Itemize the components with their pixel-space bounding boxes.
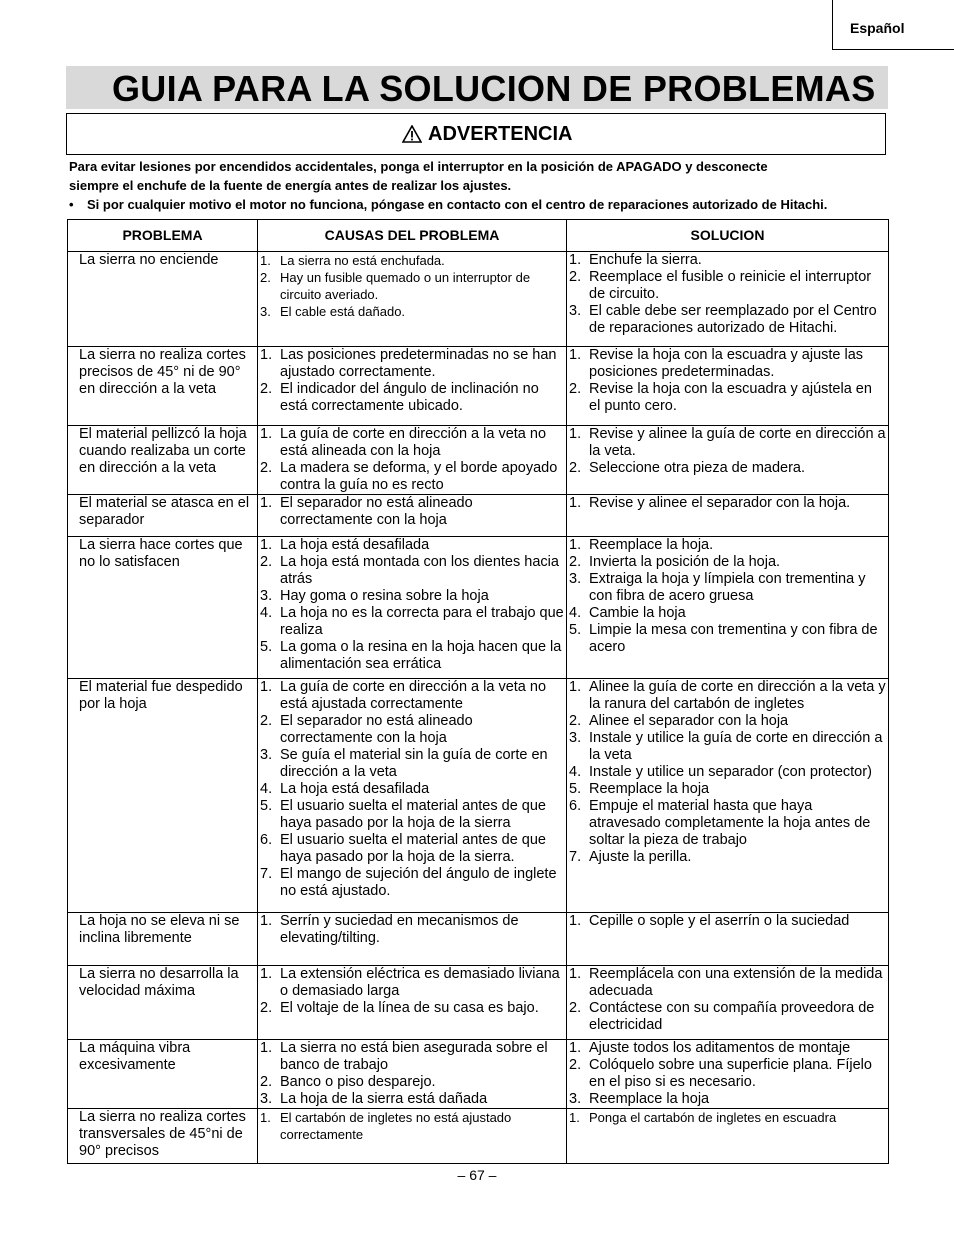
solution-cell bbox=[567, 966, 889, 1040]
solution-list bbox=[569, 252, 886, 337]
cause-number: 7. bbox=[260, 866, 273, 882]
solution-text: Cepille o sople y el aserrín o la suciedad bbox=[589, 913, 850, 929]
cause-cell bbox=[258, 1109, 567, 1164]
cause-text: La extensión eléctrica es demasiado liviana o demasiado larga bbox=[280, 966, 560, 999]
solution-text: Revise la hoja con la escuadra y ajuste las posiciones predeterminadas. bbox=[589, 347, 864, 380]
solution-list bbox=[569, 426, 886, 477]
cause-list bbox=[260, 966, 564, 1017]
solution-item bbox=[569, 1057, 886, 1091]
solution-number: 2. bbox=[569, 713, 582, 729]
solution-cell bbox=[567, 347, 889, 426]
solution-cell bbox=[567, 426, 889, 495]
solution-text: Reemplace el fusible o reinicie el interruptor de circuito. bbox=[589, 269, 872, 302]
cause-text: Hay un fusible quemado o un interruptor de circuito averiado. bbox=[280, 270, 531, 302]
problem-cell: La sierra no enciende bbox=[68, 252, 258, 347]
cause-number: 6. bbox=[260, 832, 273, 848]
warning-heading-group bbox=[402, 122, 572, 146]
cause-text: La hoja está desafilada bbox=[280, 781, 430, 797]
solution-text: Invierta la posición de la hoja. bbox=[589, 554, 781, 570]
header-causes: CAUSAS DEL PROBLEMA bbox=[258, 220, 567, 252]
solution-number: 3. bbox=[569, 303, 582, 319]
cause-number: 2. bbox=[260, 713, 273, 729]
solution-number: 2. bbox=[569, 554, 582, 570]
cause-cell bbox=[258, 426, 567, 495]
problem-cell: La máquina vibra excesivamente bbox=[68, 1040, 258, 1109]
solution-text: Colóquelo sobre una superficie plana. Fíjelo en el piso si es necesario. bbox=[589, 1057, 872, 1090]
solution-number: 1. bbox=[569, 679, 582, 695]
solution-item bbox=[569, 252, 886, 269]
cause-number: 3. bbox=[260, 588, 273, 604]
title-bar bbox=[66, 66, 888, 109]
problem-cell: La sierra no realiza cortes precisos de 45° ni de 90° en dirección a la veta bbox=[68, 347, 258, 426]
solution-number: 2. bbox=[569, 381, 582, 397]
solution-number: 1. bbox=[569, 537, 582, 553]
cause-item bbox=[260, 713, 564, 747]
cause-item bbox=[260, 554, 564, 588]
solution-item bbox=[569, 913, 886, 930]
solution-text: Reemplácela con una extensión de la medida adecuada bbox=[589, 966, 883, 999]
solution-item bbox=[569, 622, 886, 656]
solution-text: Contáctese con su compañía proveedora de electricidad bbox=[589, 1000, 875, 1033]
solution-item bbox=[569, 460, 886, 477]
cause-list bbox=[260, 913, 564, 947]
table-row bbox=[68, 426, 889, 495]
solution-list bbox=[569, 347, 886, 415]
solution-item bbox=[569, 1040, 886, 1057]
solution-item bbox=[569, 730, 886, 764]
cause-cell bbox=[258, 537, 567, 679]
cause-item bbox=[260, 381, 564, 415]
solution-list bbox=[569, 1040, 886, 1108]
warning-text bbox=[69, 157, 899, 214]
solution-text: Revise y alinee el separador con la hoja. bbox=[589, 495, 851, 511]
solution-text: Instale y utilice un separador (con protector) bbox=[589, 764, 872, 780]
cause-text: El separador no está alineado correctamente con la hoja bbox=[280, 495, 473, 528]
solution-number: 3. bbox=[569, 1091, 582, 1107]
solution-cell bbox=[567, 913, 889, 966]
cause-list bbox=[260, 426, 564, 494]
cause-number: 1. bbox=[260, 426, 273, 442]
solution-item bbox=[569, 849, 886, 866]
cause-item bbox=[260, 966, 564, 1000]
solution-list bbox=[569, 537, 886, 656]
cause-cell bbox=[258, 495, 567, 537]
solution-cell bbox=[567, 679, 889, 913]
language-tab bbox=[832, 0, 954, 50]
solution-cell bbox=[567, 1109, 889, 1164]
warning-triangle-icon bbox=[402, 125, 422, 143]
solution-number: 1. bbox=[569, 913, 582, 929]
cause-number: 1. bbox=[260, 966, 273, 982]
solution-item bbox=[569, 966, 886, 1000]
cause-item bbox=[260, 495, 564, 529]
solution-cell bbox=[567, 252, 889, 347]
cause-number: 1. bbox=[260, 913, 273, 929]
cause-item bbox=[260, 639, 564, 673]
solution-number: 6. bbox=[569, 798, 582, 814]
solution-item bbox=[569, 1000, 886, 1034]
cause-item bbox=[260, 460, 564, 494]
solution-cell bbox=[567, 537, 889, 679]
cause-number: 2. bbox=[260, 554, 273, 570]
table-row bbox=[68, 913, 889, 966]
solution-text: Ajuste todos los aditamentos de montaje bbox=[589, 1040, 851, 1056]
cause-text: La hoja está desafilada bbox=[280, 537, 430, 553]
solution-text: Empuje el material hasta que haya atravesado completamente la hoja antes de soltar la pieza de trabajo bbox=[589, 798, 871, 848]
cause-item bbox=[260, 252, 564, 269]
solution-item bbox=[569, 426, 886, 460]
solution-text: Alinee la guía de corte en dirección a la veta y la ranura del cartabón de ingletes bbox=[589, 679, 886, 712]
solution-number: 2. bbox=[569, 460, 582, 476]
cause-number: 2. bbox=[260, 270, 271, 285]
cause-item bbox=[260, 1109, 564, 1143]
solution-item bbox=[569, 381, 886, 415]
problem-cell: La sierra hace cortes que no lo satisfacen bbox=[68, 537, 258, 679]
cause-cell bbox=[258, 252, 567, 347]
solution-number: 1. bbox=[569, 347, 582, 363]
page-title: GUIA PARA LA SOLUCION DE PROBLEMAS bbox=[112, 68, 876, 109]
cause-item bbox=[260, 426, 564, 460]
cause-number: 4. bbox=[260, 605, 273, 621]
solution-text: Seleccione otra pieza de madera. bbox=[589, 460, 806, 476]
cause-list bbox=[260, 1109, 564, 1143]
cause-number: 3. bbox=[260, 1091, 273, 1107]
solution-item bbox=[569, 764, 886, 781]
problem-cell: La hoja no se eleva ni se inclina libremente bbox=[68, 913, 258, 966]
warning-bullet bbox=[69, 195, 899, 214]
cause-text: La hoja de la sierra está dañada bbox=[280, 1091, 488, 1107]
cause-number: 1. bbox=[260, 495, 273, 511]
solution-item bbox=[569, 679, 886, 713]
cause-list bbox=[260, 347, 564, 415]
language-label: Español bbox=[850, 20, 905, 36]
cause-number: 3. bbox=[260, 304, 271, 319]
cause-item bbox=[260, 866, 564, 900]
cause-item bbox=[260, 1040, 564, 1074]
solution-text: Revise la hoja con la escuadra y ajústela en el punto cero. bbox=[589, 381, 872, 414]
cause-text: Las posiciones predeterminadas no se han ajustado correctamente. bbox=[280, 347, 557, 380]
solution-text: El cable debe ser reemplazado por el Centro de reparaciones autorizado de Hitachi. bbox=[589, 303, 877, 336]
solution-item bbox=[569, 495, 886, 512]
solution-item bbox=[569, 1091, 886, 1108]
table-row bbox=[68, 495, 889, 537]
solution-list bbox=[569, 913, 886, 930]
table-row bbox=[68, 537, 889, 679]
solution-text: Revise y alinee la guía de corte en dirección a la veta. bbox=[589, 426, 886, 459]
solution-item bbox=[569, 571, 886, 605]
warning-heading: ADVERTENCIA bbox=[428, 123, 573, 145]
cause-text: El indicador del ángulo de inclinación no está correctamente ubicado. bbox=[280, 381, 539, 414]
solution-cell bbox=[567, 1040, 889, 1109]
cause-item bbox=[260, 832, 564, 866]
solution-item bbox=[569, 537, 886, 554]
solution-number: 1. bbox=[569, 1110, 580, 1125]
solution-item bbox=[569, 269, 886, 303]
cause-text: La hoja no es la correcta para el trabajo que realiza bbox=[280, 605, 564, 638]
problem-cell: La sierra no realiza cortes transversales de 45°ni de 90° precisos bbox=[68, 1109, 258, 1164]
cause-item bbox=[260, 781, 564, 798]
table-row bbox=[68, 966, 889, 1040]
problem-cell: El material pellizcó la hoja cuando realizaba un corte en dirección a la veta bbox=[68, 426, 258, 495]
cause-number: 5. bbox=[260, 639, 273, 655]
table-row bbox=[68, 347, 889, 426]
cause-item bbox=[260, 747, 564, 781]
solution-list bbox=[569, 966, 886, 1034]
solution-number: 3. bbox=[569, 571, 582, 587]
cause-item bbox=[260, 679, 564, 713]
cause-number: 1. bbox=[260, 347, 273, 363]
table-row bbox=[68, 1040, 889, 1109]
solution-number: 2. bbox=[569, 1000, 582, 1016]
cause-text: El usuario suelta el material antes de que haya pasado por la hoja de la sierra bbox=[280, 798, 546, 831]
solution-number: 1. bbox=[569, 426, 582, 442]
solution-cell bbox=[567, 495, 889, 537]
cause-item bbox=[260, 588, 564, 605]
cause-number: 2. bbox=[260, 1000, 273, 1016]
problem-cell: El material fue despedido por la hoja bbox=[68, 679, 258, 913]
cause-number: 1. bbox=[260, 679, 273, 695]
solution-item bbox=[569, 1109, 886, 1126]
table-row bbox=[68, 1109, 889, 1164]
solution-text: Ajuste la perilla. bbox=[589, 849, 692, 865]
cause-text: Serrín y suciedad en mecanismos de elevating/tilting. bbox=[280, 913, 519, 946]
cause-item bbox=[260, 1074, 564, 1091]
cause-item bbox=[260, 605, 564, 639]
cause-item bbox=[260, 1000, 564, 1017]
solution-item bbox=[569, 798, 886, 849]
cause-item bbox=[260, 913, 564, 947]
solution-item bbox=[569, 303, 886, 337]
cause-text: El cartabón de ingletes no está ajustado correctamente bbox=[280, 1110, 512, 1142]
solution-text: Enchufe la sierra. bbox=[589, 252, 702, 268]
cause-text: El usuario suelta el material antes de que haya pasado por la hoja de la sierra. bbox=[280, 832, 546, 865]
solution-text: Ponga el cartabón de ingletes en escuadra bbox=[589, 1110, 837, 1125]
cause-text: Banco o piso desparejo. bbox=[280, 1074, 436, 1090]
solution-number: 3. bbox=[569, 730, 582, 746]
cause-number: 1. bbox=[260, 537, 273, 553]
solution-list bbox=[569, 1109, 886, 1126]
cause-number: 2. bbox=[260, 1074, 273, 1090]
cause-list bbox=[260, 252, 564, 320]
cause-number: 4. bbox=[260, 781, 273, 797]
solution-text: Cambie la hoja bbox=[589, 605, 686, 621]
solution-text: Reemplace la hoja bbox=[589, 1091, 710, 1107]
solution-item bbox=[569, 781, 886, 798]
cause-text: La sierra no está enchufada. bbox=[280, 253, 445, 268]
solution-text: Instale y utilice la guía de corte en dirección a la veta bbox=[589, 730, 883, 763]
solution-item bbox=[569, 554, 886, 571]
table-body bbox=[68, 252, 889, 1164]
cause-item bbox=[260, 347, 564, 381]
bullet-symbol: • bbox=[69, 197, 74, 212]
header-solution: SOLUCION bbox=[567, 220, 889, 252]
cause-number: 3. bbox=[260, 747, 273, 763]
solution-text: Reemplace la hoja bbox=[589, 781, 710, 797]
cause-number: 1. bbox=[260, 253, 271, 268]
warning-line-1: Para evitar lesiones por encendidos accidentales, ponga el interruptor en la posición de APAGADO y desconecte bbox=[69, 159, 768, 174]
cause-text: La sierra no está bien asegurada sobre el banco de trabajo bbox=[280, 1040, 548, 1073]
solution-number: 4. bbox=[569, 764, 582, 780]
cause-text: Se guía el material sin la guía de corte en dirección a la veta bbox=[280, 747, 548, 780]
cause-text: La hoja está montada con los dientes hacia atrás bbox=[280, 554, 559, 587]
cause-text: La madera se deforma, y el borde apoyado contra la guía no es recto bbox=[280, 460, 558, 493]
solution-number: 5. bbox=[569, 781, 582, 797]
solution-number: 5. bbox=[569, 622, 582, 638]
cause-list bbox=[260, 1040, 564, 1108]
solution-number: 7. bbox=[569, 849, 582, 865]
cause-cell bbox=[258, 1040, 567, 1109]
solution-number: 2. bbox=[569, 269, 582, 285]
solution-text: Reemplace la hoja. bbox=[589, 537, 714, 553]
solution-text: Limpie la mesa con trementina y con fibra de acero bbox=[589, 622, 878, 655]
cause-list bbox=[260, 537, 564, 673]
table-row bbox=[68, 679, 889, 913]
table-header-row bbox=[68, 220, 889, 252]
solution-item bbox=[569, 605, 886, 622]
cause-cell bbox=[258, 679, 567, 913]
troubleshooting-table bbox=[67, 219, 889, 1164]
cause-text: La goma o la resina en la hoja hacen que la alimentación sea errática bbox=[280, 639, 562, 672]
cause-list bbox=[260, 679, 564, 900]
cause-list bbox=[260, 495, 564, 529]
cause-number: 1. bbox=[260, 1110, 271, 1125]
cause-cell bbox=[258, 966, 567, 1040]
cause-text: El mango de sujeción del ángulo de inglete no está ajustado. bbox=[280, 866, 557, 899]
warning-line-2: siempre el enchufe de la fuente de energía antes de realizar los ajustes. bbox=[69, 178, 512, 193]
cause-item bbox=[260, 303, 564, 320]
cause-cell bbox=[258, 347, 567, 426]
solution-number: 1. bbox=[569, 495, 582, 511]
cause-text: El separador no está alineado correctamente con la hoja bbox=[280, 713, 473, 746]
warning-box bbox=[66, 113, 886, 155]
cause-text: La guía de corte en dirección a la veta no está ajustada correctamente bbox=[280, 679, 547, 712]
cause-text: El voltaje de la línea de su casa es bajo. bbox=[280, 1000, 539, 1016]
page-number: – 67 – bbox=[457, 1167, 497, 1183]
solution-text: Alinee el separador con la hoja bbox=[589, 713, 789, 729]
problem-cell: El material se atasca en el separador bbox=[68, 495, 258, 537]
cause-number: 5. bbox=[260, 798, 273, 814]
cause-cell bbox=[258, 913, 567, 966]
solution-list bbox=[569, 495, 886, 512]
solution-list bbox=[569, 679, 886, 866]
header-problem: PROBLEMA bbox=[68, 220, 258, 252]
cause-number: 2. bbox=[260, 381, 273, 397]
table-row bbox=[68, 252, 889, 347]
warning-bullet-text: Si por cualquier motivo el motor no funciona, póngase en contacto con el centro de reparaciones autorizado de Hitachi. bbox=[87, 197, 828, 212]
cause-item bbox=[260, 269, 564, 303]
cause-number: 1. bbox=[260, 1040, 273, 1056]
problem-cell: La sierra no desarrolla la velocidad máxima bbox=[68, 966, 258, 1040]
cause-item bbox=[260, 1091, 564, 1108]
solution-text: Extraiga la hoja y límpiela con trementina y con fibra de acero gruesa bbox=[589, 571, 866, 604]
solution-number: 1. bbox=[569, 1040, 582, 1056]
cause-number: 2. bbox=[260, 460, 273, 476]
solution-number: 1. bbox=[569, 966, 582, 982]
cause-text: El cable está dañado. bbox=[280, 304, 406, 319]
cause-text: La guía de corte en dirección a la veta no está alineada con la hoja bbox=[280, 426, 547, 459]
solution-item bbox=[569, 347, 886, 381]
cause-item bbox=[260, 798, 564, 832]
solution-number: 1. bbox=[569, 252, 582, 268]
cause-item bbox=[260, 537, 564, 554]
cause-text: Hay goma o resina sobre la hoja bbox=[280, 588, 489, 604]
solution-number: 2. bbox=[569, 1057, 582, 1073]
solution-number: 4. bbox=[569, 605, 582, 621]
solution-item bbox=[569, 713, 886, 730]
